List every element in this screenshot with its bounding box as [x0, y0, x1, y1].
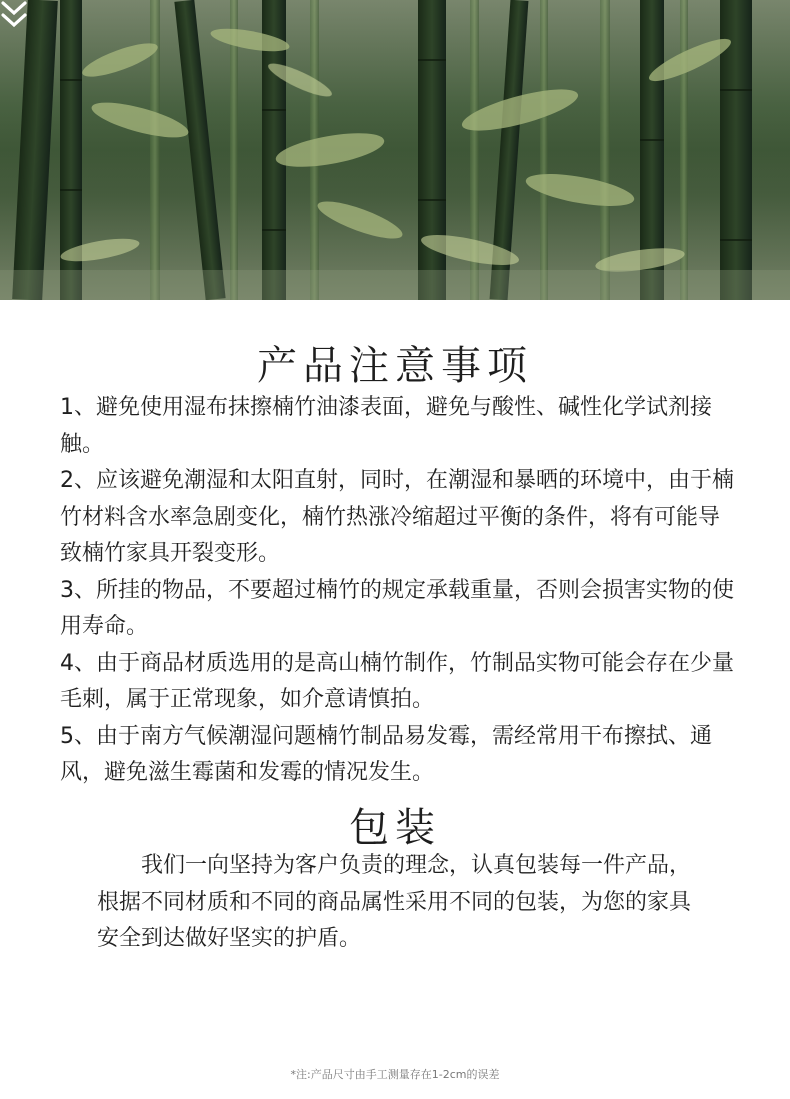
- chevron-down-double-icon: [0, 0, 28, 30]
- measurement-footnote: *注:产品尺寸由手工测量存在1-2cm的误差: [290, 1068, 500, 1081]
- packaging-text: 我们一向坚持为客户负责的理念，认真包装每一件产品，根据不同材质和不同的商品属性采用不同的包装，为您的家具安全到达做好坚实的护盾。: [97, 853, 692, 951]
- notes-title: 产品注意事项: [257, 343, 533, 389]
- notes-list: [60, 390, 740, 792]
- note-item: 5、由于南方气候潮湿问题楠竹制品易发霉，需经常用干布擦拭、通风，避免滋生霉菌和发霉的情况发生。: [60, 723, 712, 785]
- bamboo-forest-image: [0, 0, 790, 300]
- packaging-title: 包装: [349, 805, 441, 851]
- note-item: 3、所挂的物品，不要超过楠竹的规定承载重量，否则会损害实物的使用寿命。: [60, 577, 734, 639]
- bamboo-banner: [0, 0, 790, 300]
- note-item: 2、应该避免潮湿和太阳直射，同时，在潮湿和暴晒的环境中，由于楠竹材料含水率急剧变化，楠竹热涨冷缩超过平衡的条件，将有可能导致楠竹家具开裂变形。: [60, 468, 734, 566]
- note-item: 1、避免使用湿布抹擦楠竹油漆表面，避免与酸性、碱性化学试剂接触。: [60, 395, 712, 457]
- note-item: 4、由于商品材质选用的是高山楠竹制作，竹制品实物可能会存在少量毛刺，属于正常现象，如介意请慎拍。: [60, 650, 734, 712]
